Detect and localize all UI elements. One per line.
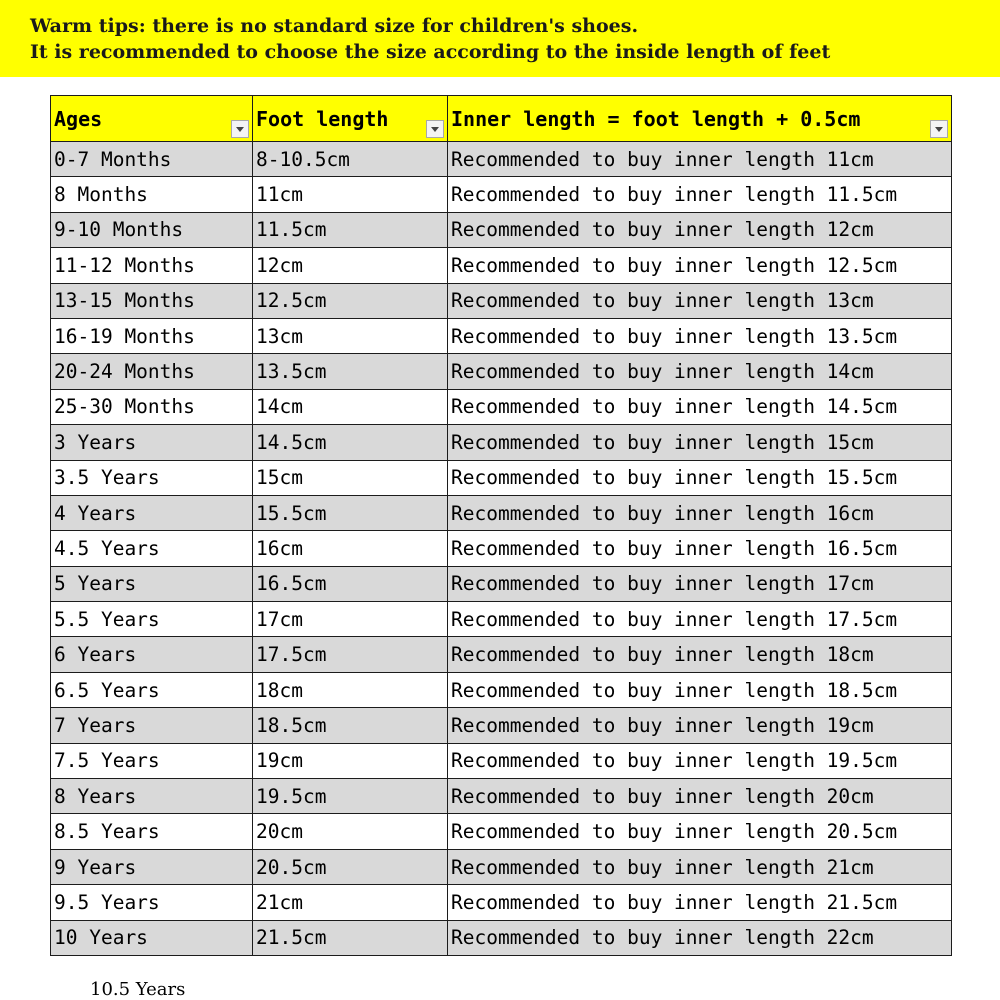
foot-length-cell: 20cm — [253, 814, 448, 849]
table-row — [51, 708, 952, 743]
inner-length-cell: Recommended to buy inner length 13.5cm — [448, 318, 952, 353]
inner-length-cell: Recommended to buy inner length 12cm — [448, 212, 952, 247]
foot-length-cell: 21.5cm — [253, 920, 448, 955]
age-cell: 10 Years — [51, 920, 253, 955]
age-cell: 3 Years — [51, 425, 253, 460]
inner-length-cell: Recommended to buy inner length 22cm — [448, 920, 952, 955]
table-row — [51, 814, 952, 849]
age-cell: 6.5 Years — [51, 672, 253, 707]
age-cell: 3.5 Years — [51, 460, 253, 495]
inner-length-cell: Recommended to buy inner length 18cm — [448, 637, 952, 672]
table-row — [51, 566, 952, 601]
foot-length-cell: 19.5cm — [253, 779, 448, 814]
chevron-down-icon — [431, 127, 439, 132]
table-row — [51, 248, 952, 283]
inner-length-cell: Recommended to buy inner length 13cm — [448, 283, 952, 318]
table-row — [51, 743, 952, 778]
foot-length-cell: 16cm — [253, 531, 448, 566]
cut-off-row — [90, 979, 186, 1000]
foot-length-cell: 11.5cm — [253, 212, 448, 247]
foot-length-cell: 8-10.5cm — [253, 142, 448, 177]
age-cell: 8 Years — [51, 779, 253, 814]
column-header-label: Foot length — [256, 106, 389, 131]
warm-tips-line-1: Warm tips: there is no standard size for children's shoes. — [30, 15, 639, 37]
foot-length-cell: 20.5cm — [253, 849, 448, 884]
age-cell: 7.5 Years — [51, 743, 253, 778]
age-cell: 0-7 Months — [51, 142, 253, 177]
filter-dropdown-button[interactable] — [930, 120, 948, 138]
table-row — [51, 637, 952, 672]
age-cell: 9 Years — [51, 849, 253, 884]
chevron-down-icon — [236, 127, 244, 132]
foot-length-cell: 16.5cm — [253, 566, 448, 601]
inner-length-cell: Recommended to buy inner length 17.5cm — [448, 602, 952, 637]
column-header-label: Ages — [54, 106, 103, 131]
table-row — [51, 177, 952, 212]
inner-length-cell: Recommended to buy inner length 16.5cm — [448, 531, 952, 566]
table-row — [51, 885, 952, 920]
inner-length-cell: Recommended to buy inner length 18.5cm — [448, 672, 952, 707]
header-row — [51, 96, 952, 142]
foot-length-cell: 14cm — [253, 389, 448, 424]
inner-length-cell: Recommended to buy inner length 20.5cm — [448, 814, 952, 849]
foot-length-cell: 15cm — [253, 460, 448, 495]
age-cell: 6 Years — [51, 637, 253, 672]
warm-tips-line-2: It is recommended to choose the size according to the inside length of feet — [30, 41, 831, 63]
table-row — [51, 849, 952, 884]
age-cell: 4 Years — [51, 495, 253, 530]
table-row — [51, 495, 952, 530]
foot-length-cell: 11cm — [253, 177, 448, 212]
table-row — [51, 779, 952, 814]
inner-length-cell: Recommended to buy inner length 15cm — [448, 425, 952, 460]
age-cell: 4.5 Years — [51, 531, 253, 566]
inner-length-cell: Recommended to buy inner length 19cm — [448, 708, 952, 743]
filter-dropdown-button[interactable] — [426, 120, 444, 138]
age-cell: 8 Months — [51, 177, 253, 212]
column-header-ages — [51, 96, 253, 142]
column-header-label: Inner length = foot length + 0.5cm — [451, 106, 861, 131]
age-cell: 7 Years — [51, 708, 253, 743]
inner-length-cell: Recommended to buy inner length 21cm — [448, 849, 952, 884]
inner-length-cell: Recommended to buy inner length 17cm — [448, 566, 952, 601]
age-cell: 16-19 Months — [51, 318, 253, 353]
inner-length-cell: Recommended to buy inner length 15.5cm — [448, 460, 952, 495]
table-row — [51, 318, 952, 353]
filter-dropdown-button[interactable] — [231, 120, 249, 138]
foot-length-cell: 15.5cm — [253, 495, 448, 530]
inner-length-cell: Recommended to buy inner length 14cm — [448, 354, 952, 389]
inner-length-cell: Recommended to buy inner length 21.5cm — [448, 885, 952, 920]
inner-length-cell: Recommended to buy inner length 20cm — [448, 779, 952, 814]
inner-length-cell: Recommended to buy inner length 14.5cm — [448, 389, 952, 424]
foot-length-cell: 18.5cm — [253, 708, 448, 743]
age-cell: 20-24 Months — [51, 354, 253, 389]
foot-length-cell: 12cm — [253, 248, 448, 283]
foot-length-cell: 17.5cm — [253, 637, 448, 672]
age-cell: 11-12 Months — [51, 248, 253, 283]
age-cell: 5 Years — [51, 566, 253, 601]
inner-length-cell: Recommended to buy inner length 12.5cm — [448, 248, 952, 283]
table-row — [51, 212, 952, 247]
foot-length-cell: 19cm — [253, 743, 448, 778]
age-cell: 8.5 Years — [51, 814, 253, 849]
table-row — [51, 531, 952, 566]
age-cell: 13-15 Months — [51, 283, 253, 318]
table-row — [51, 389, 952, 424]
table-row — [51, 672, 952, 707]
age-cell: 9.5 Years — [51, 885, 253, 920]
table-body — [51, 142, 952, 956]
table-row — [51, 920, 952, 955]
foot-length-cell: 17cm — [253, 602, 448, 637]
foot-length-cell: 18cm — [253, 672, 448, 707]
size-table — [50, 95, 952, 956]
age-cell: 25-30 Months — [51, 389, 253, 424]
column-header-inner-length — [448, 96, 952, 142]
cut-off-row-text: 10.5 Years — [90, 979, 186, 1000]
inner-length-cell: Recommended to buy inner length 11.5cm — [448, 177, 952, 212]
inner-length-cell: Recommended to buy inner length 16cm — [448, 495, 952, 530]
inner-length-cell: Recommended to buy inner length 11cm — [448, 142, 952, 177]
table-row — [51, 142, 952, 177]
foot-length-cell: 14.5cm — [253, 425, 448, 460]
foot-length-cell: 13.5cm — [253, 354, 448, 389]
foot-length-cell: 13cm — [253, 318, 448, 353]
foot-length-cell: 12.5cm — [253, 283, 448, 318]
foot-length-cell: 21cm — [253, 885, 448, 920]
warm-tips-banner — [0, 0, 1000, 77]
table-row — [51, 283, 952, 318]
table-row — [51, 460, 952, 495]
table-row — [51, 602, 952, 637]
table-row — [51, 354, 952, 389]
column-header-foot-length — [253, 96, 448, 142]
inner-length-cell: Recommended to buy inner length 19.5cm — [448, 743, 952, 778]
age-cell: 5.5 Years — [51, 602, 253, 637]
chevron-down-icon — [935, 127, 943, 132]
age-cell: 9-10 Months — [51, 212, 253, 247]
table-row — [51, 425, 952, 460]
